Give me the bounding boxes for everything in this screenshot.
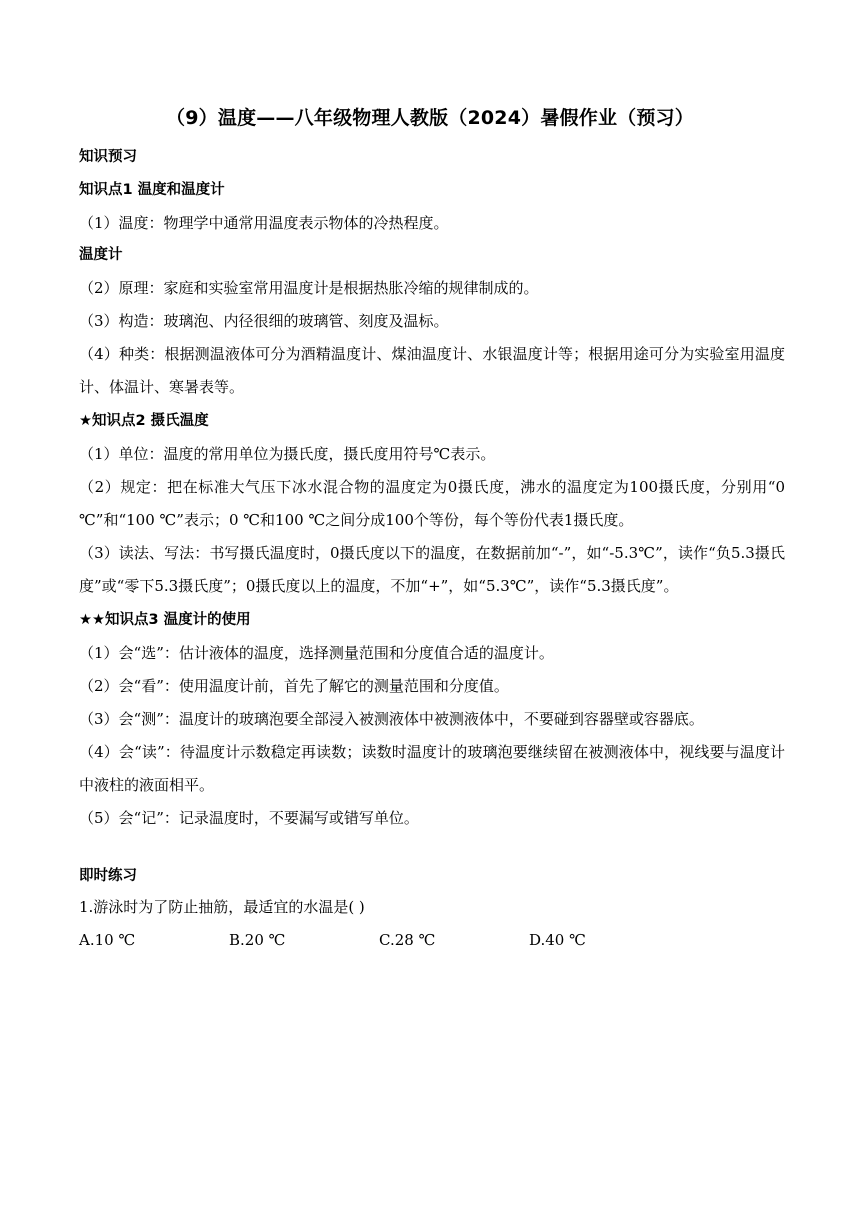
- document-title: （9）温度——八年级物理人教版（2024）暑假作业（预习）: [166, 107, 694, 129]
- practice-heading: 即时练习: [79, 868, 137, 884]
- kp2-paragraph-2: （2）规定：把在标准大气压下冰水混合物的温度定为0摄氏度，沸水的温度定为100摄氏度，分别用“0 ℃”和“100 ℃”表示；0 ℃和100 ℃之间分成100个等份，每个等份代表1摄氏度。: [79, 478, 785, 529]
- kp1-heading: 知识点1 温度和温度计: [79, 182, 225, 198]
- kp1-paragraph-3: （3）构造：玻璃泡、内径很细的玻璃管、刻度及温标。: [79, 312, 449, 330]
- kp2-heading: ★知识点2 摄氏温度: [79, 413, 209, 429]
- question-1: 1.游泳时为了防止抽筋，最适宜的水温是( ): [79, 898, 365, 916]
- kp1-paragraph-2: （2）原理：家庭和实验室常用温度计是根据热胀冷缩的规律制成的。: [79, 279, 539, 297]
- kp3-heading: ★★知识点3 温度计的使用: [79, 612, 251, 628]
- kp3-paragraph-4: （4）会“读”：待温度计示数稳定再读数；读数时温度计的玻璃泡要继续留在被测液体中，视线要与温度计中液柱的液面相平。: [79, 743, 785, 794]
- preview-heading: 知识预习: [79, 149, 137, 165]
- kp1-paragraph-1: （1）温度：物理学中通常用温度表示物体的冷热程度。: [79, 214, 449, 232]
- kp3-paragraph-2: （2）会“看”：使用温度计前，首先了解它的测量范围和分度值。: [79, 677, 509, 695]
- kp3-paragraph-5: （5）会“记”：记录温度时，不要漏写或错写单位。: [79, 809, 419, 827]
- option-c: C.28 ℃: [379, 931, 436, 949]
- kp2-paragraph-1: （1）单位：温度的常用单位为摄氏度，摄氏度用符号℃表示。: [79, 445, 496, 463]
- question-1-options: [79, 924, 785, 957]
- kp3-paragraph-3: （3）会“测”：温度计的玻璃泡要全部浸入被测液体中被测液体中，不要碰到容器壁或容器底。: [79, 710, 704, 728]
- kp1-paragraph-4: （4）种类：根据测温液体可分为酒精温度计、煤油温度计、水银温度计等；根据用途可分为实验室用温度计、体温计、寒暑表等。: [79, 345, 785, 396]
- kp2-paragraph-3: （3）读法、写法：书写摄氏温度时，0摄氏度以下的温度，在数据前加“-”，如“-5.3℃”，读作“负5.3摄氏度”或“零下5.3摄氏度”；0摄氏度以上的温度，不加“+”，如“5.3℃”，读作“5.3摄氏度”。: [79, 544, 785, 595]
- option-b: B.20 ℃: [229, 931, 286, 949]
- option-a: A.10 ℃: [79, 931, 136, 949]
- option-d: D.40 ℃: [529, 931, 586, 949]
- thermometer-heading: 温度计: [79, 247, 123, 263]
- kp3-paragraph-1: （1）会“选”：估计液体的温度，选择测量范围和分度值合适的温度计。: [79, 644, 554, 662]
- document-body: [79, 146, 785, 957]
